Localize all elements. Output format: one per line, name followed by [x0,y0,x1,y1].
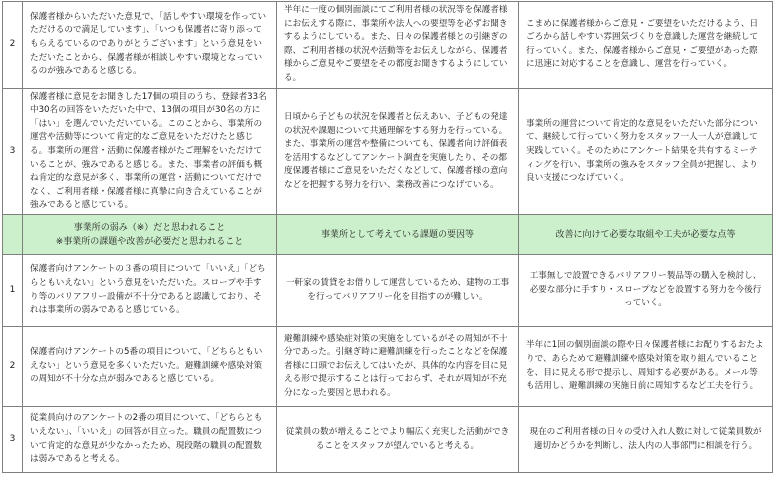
table-row [3,88,773,215]
row-number: 2 [3,2,23,89]
cause-cell: 避難訓練や感染症対策の実施をしているがその周知が不十分であった。引継ぎ時に避難訓練を行ったことなどを保護者様に口頭でお伝えしてはいたが、具体的な内容を目に見える形で提示することは行っておらず、それが周知が不充分になった要因と思われる。 [277,327,519,407]
effort-cell: 半年に一度の個別面談にてご利用者様の状況等を保護者様にお伝えする際に、事業所や法人への要望等を必ずお聞きするようにしている。また、日々の保護者様との引継ぎの際、ご利用者様の状況や活動等をお伝えしながら、保護者様からご意見やご要望をその都度お聞きするようにしている。 [277,2,519,89]
cause-cell: 従業員の数が増えることでより幅広く充実した活動ができることをスタッフが望んでいると考える。 [277,407,519,473]
header-weakness-title: 事業所の弱み（※）だと思われること [73,222,226,233]
weakness-cell: 保護者向けアンケートの３番の項目について「いいえ」「どちらともいえない」という意見をいただいた。スロープや手すり等のバリアフリー設備が不十分であると認識しており、それは事業所の弱みであると感じている。 [23,255,277,327]
weaknesses-table [2,214,773,473]
improvement-cell: 工事無しで設置できるバリアフリー製品等の購入を検討し、必要な部分に手すり・スロープなどを設置する努力を今後行っていく。 [519,255,773,327]
table-row [3,255,773,327]
improvement-cell: 半年に1回の個別面談の際や日々保護者様にお配りするおたよりで、あらためて避難訓練や感染対策を取り組んでいることを、目に見える形で提示し、周知する必要がある。メール等も活用し、避難訓練の実施日前に周知するなど工夫を行う。 [519,327,773,407]
row-number: 3 [3,88,23,215]
header-weakness-note: ※事業所の課題や改善が必要だと思われること [55,236,244,247]
row-number: 3 [3,407,23,473]
table-row [3,327,773,407]
table-header-row [3,215,773,255]
strength-cell: 保護者様からいただいた意見で、「話しやすい環境を作っていただけるので満足しています」、「いつも保護者に寄り添ってもらえるているのでありがとうございます」という意見をいただいたことから、保護者様が相談しやすい環境となっているのが強みであると感じる。 [23,2,277,89]
row-number: 1 [3,255,23,327]
weakness-cell: 従業員向けのアンケートの2番の項目について、「どちらともいえない」、「いいえ」の回答が目立った。職員の配置数について肯定的な意見が少なかったため、現段階の職員の配置数は弱みであると考える。 [23,407,277,473]
plan-cell: こまめに保護者様からご意見・ご要望をいただけるよう、日ごろから話しやすい雰囲気づくりを意識した運営を継続して行っていく。また、保護者様からご意見・ご要望があった際に迅速に対応することを意識し、運営を行っていく。 [519,2,773,89]
strength-cell: 保護者様に意見をお聞きした17個の項目のうち、登録者33名中30名の回答をいただいた中で、13個の項目が30名の方に「はい」を選んでいただいている。このことから、事業所の運営や活動等について肯定的なご意見をいただけたと感じる。事業所の運営・活動に保護者様がたご理解をいただけていることが、強みであると感じる。また、事業者の評価も概ね肯定的な意見が多く、事業所の運営・活動についてだけでなく、ご利用者様・保護者様に真摯に向き合えていることが強みであると感じている。 [23,88,277,215]
header-cause: 事業所として考えている課題の要因等 [277,215,519,255]
improvement-cell: 現在のご利用者様の日々の受け入れ人数に対して従業員数が適切かどうかを判断し、法人内の人事部門に相談を行う。 [519,407,773,473]
plan-cell: 事業所の運営について肯定的な意見をいただいた部分について、継続して行っていく努力をスタッフ一人一人が意識して実践していく。そのためにアンケート結果を共有するミーティングを行い、事業所の強みをスタッフ全員が把握し、より良い支援につなげていく。 [519,88,773,215]
strengths-table [2,1,773,216]
effort-cell: 日頃から子どもの状況を保護者と伝えあい、子どもの発達の状況や課題について共通理解をする努力を行っている。また、事業所の運営や整備についても、保護者向け評価表を活用するなどしてアンケート調査を実施したり、その都度保護者様にご意見をいただくなどして、保護者様の意向などを把握する努力を行い、業務改善につなげている。 [277,88,519,215]
header-number-cell [3,215,23,255]
table-row [3,407,773,473]
header-improvement: 改善に向けて必要な取組や工夫が必要な点等 [519,215,773,255]
weakness-cell: 保護者向けアンケートの5番の項目について、「どちらともいえない」という意見を多くいただいた。避難訓練や感染対策の周知が不十分な点が弱みであると感じている。 [23,327,277,407]
table-row [3,2,773,89]
header-weakness [23,215,277,255]
cause-cell: 一軒家の賃貸をお借りして運営しているため、建物の工事を行ってバリアフリー化を目指すのが難しい。 [277,255,519,327]
row-number: 2 [3,327,23,407]
